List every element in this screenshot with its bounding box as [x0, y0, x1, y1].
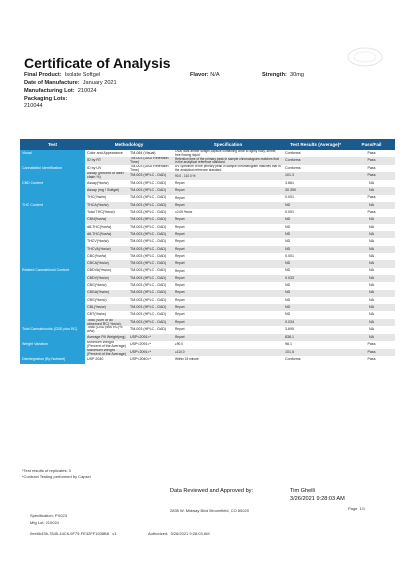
- test-name-cell: [20, 224, 85, 231]
- test-name-cell: [20, 195, 85, 202]
- header-test: Test: [20, 139, 85, 150]
- header-pass-fail: Pass/Fail: [348, 139, 395, 150]
- methodology-cell: USP<2091>*: [128, 334, 173, 341]
- specification-cell: UV Spectrum of the primary peak in sample chromatogram matches that in the analytical reference standard.: [175, 164, 281, 172]
- result-cell: ND: [285, 268, 291, 273]
- strength-label: Strength:: [262, 72, 287, 78]
- test-name-cell: [20, 172, 85, 180]
- final-product-row: [24, 72, 100, 78]
- pass-fail-cell: NA: [369, 327, 374, 332]
- specification-cell: Report: [173, 231, 283, 238]
- test-name-cell: Disintegration (By Nutriant): [20, 356, 85, 363]
- header-methodology: Methodology: [85, 139, 173, 150]
- packaging-row: [24, 96, 67, 102]
- result-cell: ND: [285, 224, 291, 229]
- table-row: [20, 187, 395, 194]
- test-name-cell: [20, 275, 85, 282]
- specification-cell: Report: [175, 239, 185, 244]
- parameter-cell: THCV(%w/w): [87, 239, 109, 244]
- table-row: [20, 238, 395, 245]
- result-cell: 0.001: [285, 195, 294, 200]
- test-name-cell: CBD Content: [20, 180, 85, 187]
- parameter-cell: CBDV(%w/w): [85, 275, 128, 282]
- table-row: [20, 349, 395, 357]
- specification-cell: Report: [175, 253, 185, 258]
- pass-fail-cell: Pass: [367, 165, 376, 170]
- test-name-cell: Related Cannabinoid Content: [20, 268, 85, 275]
- methodology-cell: TM-003 (HPLC - DAD): [130, 282, 167, 287]
- pass-fail-cell: NA: [348, 304, 395, 311]
- specification-cell: Report: [173, 217, 283, 224]
- result-cell: 3.661: [285, 180, 294, 185]
- final-product-value: Isolate Softgel: [64, 72, 101, 78]
- result-cell: ND: [283, 202, 348, 209]
- page-label: Page: [348, 506, 358, 511]
- parameter-cell: CBG(%w/w): [87, 297, 107, 302]
- test-name-cell: [20, 260, 85, 267]
- result-cell: 838.1: [283, 334, 348, 341]
- authorized-datetime: 3/26/2021 9:28:03 AM: [170, 531, 210, 536]
- methodology-cell: TM-003 (HPLC - DAD): [130, 327, 167, 332]
- table-row: [20, 172, 395, 180]
- methodology-cell: TM-003 (HPLC - DAD): [130, 297, 167, 302]
- test-name-cell: [20, 157, 85, 165]
- specification-cell: Report: [175, 297, 185, 302]
- specification-id: Specification: PX023: [30, 513, 67, 518]
- pass-fail-cell: NA: [348, 319, 395, 327]
- specification-cell: ≤0.05 %w/w: [175, 210, 193, 215]
- table-row: [20, 334, 395, 341]
- methodology-cell: TM-003 (HPLC - DAD): [130, 239, 167, 244]
- result-cell: 0.033: [283, 275, 348, 282]
- result-cell: ND: [283, 231, 348, 238]
- strength-value: 30mg: [289, 72, 304, 78]
- pass-fail-cell: NA: [348, 231, 395, 238]
- specification-cell: 90.0 - 110.0 %: [173, 172, 283, 180]
- lot-label: Manufacturing Lot:: [24, 88, 75, 94]
- mfg-lot: Mfg Lot: 210024: [30, 520, 59, 525]
- table-row: [20, 180, 395, 187]
- parameter-cell: Assay(%w/w): [87, 180, 109, 185]
- specification-cell: Report: [173, 290, 283, 297]
- pass-fail-cell: NA: [369, 224, 374, 229]
- parameter-cell: d8-THC(%w/w): [85, 231, 128, 238]
- specification-cell: Report: [173, 319, 283, 327]
- pass-fail-cell: NA: [348, 246, 395, 253]
- strength-row: [262, 72, 304, 78]
- approval-datetime: 3/26/2021 9:28:03 AM: [290, 496, 345, 502]
- methodology-cell: USP<2091>*: [130, 342, 151, 347]
- flavor-row: [190, 72, 220, 78]
- parameter-cell: CBG(%w/w): [87, 282, 107, 287]
- table-row: [20, 268, 395, 275]
- test-name-cell: [20, 319, 85, 327]
- specification-cell: Within 15 minute: [175, 357, 199, 362]
- table-row: [20, 217, 395, 224]
- pass-fail-cell: NA: [369, 180, 374, 185]
- parameter-cell: CBC(%w/w): [87, 253, 107, 258]
- document-id: [30, 531, 117, 536]
- table-row: [20, 202, 395, 209]
- table-row: [20, 165, 395, 173]
- result-cell: ND: [283, 290, 348, 297]
- test-name-cell: [20, 246, 85, 253]
- methodology-cell: TM-003 (HPLC - DAD): [130, 210, 167, 215]
- flavor-value: N/A: [210, 72, 220, 78]
- methodology-cell: TM-003 (DAD Retention Time): [130, 164, 169, 172]
- pass-fail-cell: NA: [369, 239, 374, 244]
- pass-fail-cell: NA: [348, 334, 395, 341]
- parameter-cell: Assay (percent of label claim %): [85, 172, 128, 180]
- test-name-cell: [20, 238, 85, 245]
- test-name-cell: Cannabidiol Identification: [20, 165, 85, 173]
- result-cell: 101.5: [283, 349, 348, 357]
- header-specification: Specification: [173, 139, 283, 150]
- specification-cell: Report: [175, 224, 185, 229]
- result-cell: 0.001: [285, 253, 294, 258]
- result-cell: ND: [283, 304, 348, 311]
- test-name-cell: Visual: [20, 150, 85, 157]
- date-value: January 2021: [82, 80, 117, 86]
- page-title: Certificate of Analysis: [24, 55, 171, 71]
- methodology-cell: TM-003 (HPLC - DAD): [128, 275, 173, 282]
- parameter-cell: CBL(%w/w): [85, 304, 128, 311]
- parameter-cell: CBT(%w/w): [87, 312, 106, 317]
- lot-value: 210024: [77, 88, 97, 94]
- methodology-cell: TM-003 (HPLC - DAD): [130, 195, 167, 200]
- methodology-cell: TM-084 (Visual): [130, 150, 156, 155]
- specification-cell: ≤110.0: [173, 349, 283, 357]
- parameter-cell: Average Fill Weight(mg): [85, 334, 128, 341]
- pass-fail-cell: NA: [369, 268, 374, 273]
- approver-name: Tim Ghelli: [290, 488, 315, 494]
- methodology-cell: TM-003 (HPLC - DAD): [128, 172, 173, 180]
- specification-cell: Report: [175, 195, 185, 200]
- logo-watermark-icon: [346, 46, 384, 68]
- parameter-cell: Maximum Weight (Percent of the Average): [85, 349, 128, 357]
- test-name-cell: [20, 311, 85, 318]
- result-cell: ND: [285, 312, 291, 317]
- pass-fail-cell: NA: [348, 202, 395, 209]
- test-name-cell: [20, 209, 85, 216]
- methodology-cell: USP<2040>*: [130, 357, 151, 362]
- page-number: [348, 506, 365, 511]
- result-cell: 0.034: [283, 319, 348, 327]
- parameter-cell: THCVA(%w/w): [85, 246, 128, 253]
- authorized-label: Authorized:: [148, 531, 169, 536]
- test-name-cell: [20, 217, 85, 224]
- specification-cell: ≥90.0: [175, 342, 183, 347]
- specification-cell: Report: [173, 334, 283, 341]
- test-name-cell: THC Content: [20, 202, 85, 209]
- methodology-cell: TM-003 (HPLC - DAD): [128, 202, 173, 209]
- authorized-stamp: [148, 531, 210, 536]
- methodology-cell: USP<2091>*: [128, 349, 173, 357]
- test-name-cell: [20, 349, 85, 357]
- result-cell: Conforms: [285, 165, 301, 170]
- document-guid: 0ee6b436-7845-44C6-9F79-FE32FF1938B8: [30, 531, 109, 536]
- result-cell: 3.695: [285, 327, 294, 332]
- test-name-cell: [20, 334, 85, 341]
- test-name-cell: Weight Variation: [20, 341, 85, 349]
- test-name-cell: [20, 253, 85, 260]
- pass-fail-cell: Pass: [348, 349, 395, 357]
- table-row: [20, 275, 395, 282]
- result-cell: Conforms: [285, 357, 301, 362]
- methodology-cell: TM-003 (HPLC - DAD): [128, 187, 173, 194]
- specification-cell: Report: [173, 187, 283, 194]
- methodology-cell: TM-003 (HPLC - DAD): [130, 180, 167, 185]
- parameter-cell: Total (Sum of all observed RC) %w/w): [85, 319, 128, 327]
- specification-cell: Report: [173, 260, 283, 267]
- test-name-cell: Total Cannabinoids (CBD plus RC): [20, 326, 85, 334]
- pass-fail-cell: NA: [348, 275, 395, 282]
- company-address: 2835 W. Midway Blvd Broomfield, CO 80020: [170, 508, 249, 513]
- specification-cell: Report: [175, 312, 185, 317]
- specification-cell: Oval, dark amber softgel capsule containing clear to lightly hazy, amber, free flowing liquid.: [175, 150, 277, 157]
- specification-cell: Report: [173, 275, 283, 282]
- parameter-cell: Minimum Weight (Percent of the Average): [87, 341, 126, 348]
- table-row: [20, 319, 395, 327]
- methodology-cell: TM-003 (DAD Retention Time): [128, 157, 173, 165]
- result-cell: 0.001: [285, 210, 294, 215]
- table-row: [20, 326, 395, 334]
- methodology-cell: TM-003 (HPLC - DAD): [128, 217, 173, 224]
- final-product-label: Final Product:: [24, 72, 62, 78]
- packaging-value: 210044: [24, 103, 43, 109]
- packaging-label: Packaging Lots:: [24, 96, 68, 102]
- table-row: [20, 157, 395, 165]
- specification-cell: Report: [175, 327, 185, 332]
- methodology-cell: TM-003 (HPLC - DAD): [128, 290, 173, 297]
- methodology-cell: TM-003 (HPLC - DAD): [128, 246, 173, 253]
- table-row: [20, 231, 395, 238]
- test-name-cell: [20, 304, 85, 311]
- specification-cell: Report: [175, 180, 185, 185]
- replicates-note: *Test results of replicates: 3: [22, 468, 71, 473]
- pass-fail-cell: Pass: [367, 150, 376, 155]
- methodology-cell: TM-003 (HPLC - DAD): [128, 319, 173, 327]
- specification-cell: Report: [175, 283, 185, 288]
- parameter-cell: Total THC(%w/w): [87, 210, 115, 215]
- table-row: [20, 150, 395, 157]
- pass-fail-cell: NA: [369, 297, 374, 302]
- table-header-row: [20, 139, 395, 150]
- table-row: [20, 282, 395, 289]
- table-row: [20, 290, 395, 297]
- specification-cell: Report: [173, 202, 283, 209]
- parameter-cell: THCA(%w/w): [85, 202, 128, 209]
- result-cell: 98.1: [285, 342, 292, 347]
- result-cell: 30.390: [283, 187, 348, 194]
- test-name-cell: [20, 187, 85, 194]
- test-name-cell: [20, 290, 85, 297]
- table-row: [20, 246, 395, 253]
- table-row: [20, 253, 395, 260]
- parameter-cell: CBDVA(%w/w): [87, 268, 111, 273]
- table-row: [20, 260, 395, 267]
- date-label: Date of Manufacture:: [24, 80, 80, 86]
- pass-fail-cell: NA: [348, 260, 395, 267]
- table-row: [20, 341, 395, 349]
- parameter-cell: d8-THC(%w/w): [87, 224, 112, 229]
- pass-fail-cell: NA: [369, 253, 374, 258]
- parameter-cell: CBN(%w/w): [85, 217, 128, 224]
- date-row: [24, 80, 117, 86]
- methodology-cell: TM-003 (HPLC - DAD): [128, 231, 173, 238]
- methodology-cell: TM-003 (HPLC - DAD): [128, 260, 173, 267]
- parameter-cell: Total (CBD plus RC)% w/w): [87, 326, 123, 334]
- table-row: [20, 304, 395, 311]
- approval-label: Data Reviewed and Approved by:: [170, 488, 254, 494]
- page-value: 1/1: [359, 506, 366, 511]
- document-version: v1: [112, 531, 117, 536]
- specification-cell: Report: [175, 268, 185, 273]
- methodology-cell: TM-003 (HPLC - DAD): [130, 268, 167, 273]
- parameter-cell: THC(%w/w): [87, 195, 107, 200]
- parameter-cell: Color and Appearance: [87, 150, 123, 155]
- header-test-results: Test Results (Average)*: [283, 139, 348, 150]
- table-row: [20, 297, 395, 304]
- table-row: [20, 195, 395, 202]
- test-name-cell: [20, 297, 85, 304]
- pass-fail-cell: Pass: [367, 210, 376, 215]
- pass-fail-cell: NA: [369, 282, 374, 287]
- result-cell: ND: [285, 239, 291, 244]
- parameter-cell: ID by UV: [87, 165, 102, 170]
- result-cell: ND: [283, 246, 348, 253]
- methodology-cell: TM-003 (HPLC - DAD): [130, 312, 167, 317]
- result-cell: Conforms: [283, 157, 348, 165]
- pass-fail-cell: Pass: [367, 342, 376, 347]
- methodology-cell: TM-003 (HPLC - DAD): [130, 253, 167, 258]
- specification-cell: Report: [173, 246, 283, 253]
- result-cell: ND: [285, 297, 291, 302]
- table-row: [20, 224, 395, 231]
- result-cell: ND: [283, 260, 348, 267]
- pass-fail-cell: Pass: [367, 195, 376, 200]
- pass-fail-cell: Pass: [348, 157, 395, 165]
- results-table: [20, 139, 395, 364]
- parameter-cell: CBCA(%w/w): [85, 260, 128, 267]
- parameter-cell: ID by RT: [85, 157, 128, 165]
- methodology-cell: TM-003 (HPLC - DAD): [130, 224, 167, 229]
- result-cell: Conforms: [285, 150, 301, 155]
- pass-fail-cell: NA: [348, 187, 395, 194]
- contract-note: *Contract Testing performed by Capsel: [22, 474, 91, 479]
- pass-fail-cell: NA: [369, 312, 374, 317]
- lot-row: [24, 88, 96, 94]
- table-row: [20, 209, 395, 216]
- flavor-label: Flavor:: [190, 72, 209, 78]
- pass-fail-cell: Pass: [348, 172, 395, 180]
- specification-cell: Report: [173, 304, 283, 311]
- test-name-cell: [20, 282, 85, 289]
- result-cell: ND: [283, 217, 348, 224]
- pass-fail-cell: NA: [348, 217, 395, 224]
- parameter-cell: Assay (mg / Softgel): [85, 187, 128, 194]
- specification-cell: Retention time of the primary peak in sample chromatogram matches that in the analytical reference standard.: [173, 157, 283, 165]
- test-name-cell: [20, 231, 85, 238]
- methodology-cell: TM-003 (HPLC - DAD): [128, 304, 173, 311]
- parameter-cell: CBGA(%w/w): [85, 290, 128, 297]
- result-cell: 101.3: [283, 172, 348, 180]
- pass-fail-cell: NA: [348, 290, 395, 297]
- result-cell: ND: [285, 282, 291, 287]
- pass-fail-cell: Pass: [367, 357, 376, 362]
- table-row: [20, 356, 395, 363]
- parameter-cell: USP 2040: [87, 357, 104, 362]
- table-row: [20, 311, 395, 318]
